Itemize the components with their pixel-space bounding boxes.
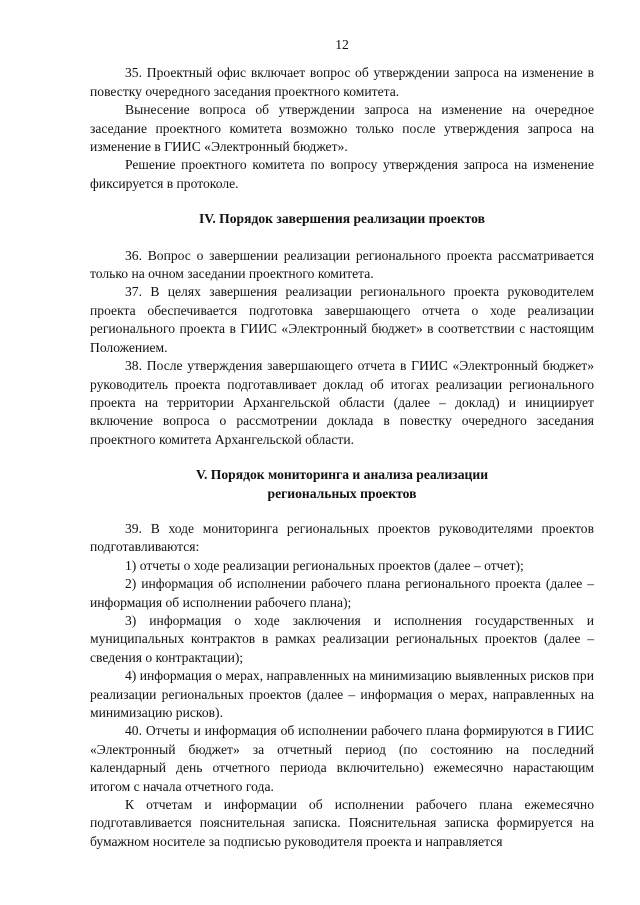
section-5-heading-line-2: региональных проектов bbox=[267, 485, 417, 501]
paragraph-39: 39. В ходе мониторинга региональных проектов руководителями проектов подготавливаются: bbox=[90, 520, 594, 555]
list-item-3: 3) информация о ходе заключения и исполнения государственных и муниципальных контрактов в рамках реализации региональных проектов (далее – сведения о контрактации); bbox=[90, 612, 594, 665]
paragraph-change-agenda: Вынесение вопроса об утверждении запроса на изменение на очередное заседание проектного комитета возможно только после утверждения запроса на изменение в ГИИС «Электронный бюджет». bbox=[90, 102, 594, 155]
list-item-4: 4) информация о мерах, направленных на минимизацию выявленных рисков при реализации региональных проектов (далее – информация о мерах, направленных на минимизацию рисков). bbox=[90, 668, 594, 720]
paragraph-37: 37. В целях завершения реализации регионального проекта руководителем проекта обеспечивается подготовка завершающего отчета о ходе реализации регионального проекта в ГИИС «Электронный бюджет» в соответствии с настоящим Положением. bbox=[90, 284, 594, 355]
paragraph-38: 38. После утверждения завершающего отчета в ГИИС «Электронный бюджет» руководитель проекта подготавливает доклад об итогах реализации регионального проекта на территории Архангельской области (далее – доклад) и инициирует включение вопроса о рассмотрении доклада в повестку очередного заседания проектного комитета Архангельской области. bbox=[90, 358, 594, 447]
list-item-1: 1) отчеты о ходе реализации региональных проектов (далее – отчет); bbox=[125, 557, 524, 573]
paragraph-36: 36. Вопрос о завершении реализации регионального проекта рассматривается только на очном заседании проектного комитета. bbox=[90, 247, 594, 282]
paragraph-40: 40. Отчеты и информация об исполнении рабочего плана формируются в ГИИС «Электронный бюджет» за отчетный период (по состоянию на последний календарный день отчетного периода включительно) ежемесячно нарастающим итогом с начала отчетного года. bbox=[90, 723, 594, 794]
paragraph-decision-protocol: Решение проектного комитета по вопросу утверждения запроса на изменение фиксируется в протоколе. bbox=[90, 157, 594, 191]
paragraph-35: 35. Проектный офис включает вопрос об утверждении запроса на изменение в повестку очередного заседания проектного комитета. bbox=[90, 65, 594, 99]
section-4-heading: IV. Порядок завершения реализации проектов bbox=[199, 211, 485, 227]
page-number: 12 bbox=[335, 37, 349, 52]
list-item-2: 2) информация об исполнении рабочего плана регионального проекта (далее – информация об исполнении рабочего плана); bbox=[90, 576, 594, 610]
section-5-heading bbox=[90, 466, 594, 503]
paragraph-explanatory-note: К отчетам и информации об исполнении рабочего плана ежемесячно подготавливается пояснительная записка. Пояснительная записка формируется на бумажном носителе за подписью руководителя проекта и направляется bbox=[90, 797, 594, 849]
section-5-heading-line-1: V. Порядок мониторинга и анализа реализации bbox=[195, 467, 489, 483]
